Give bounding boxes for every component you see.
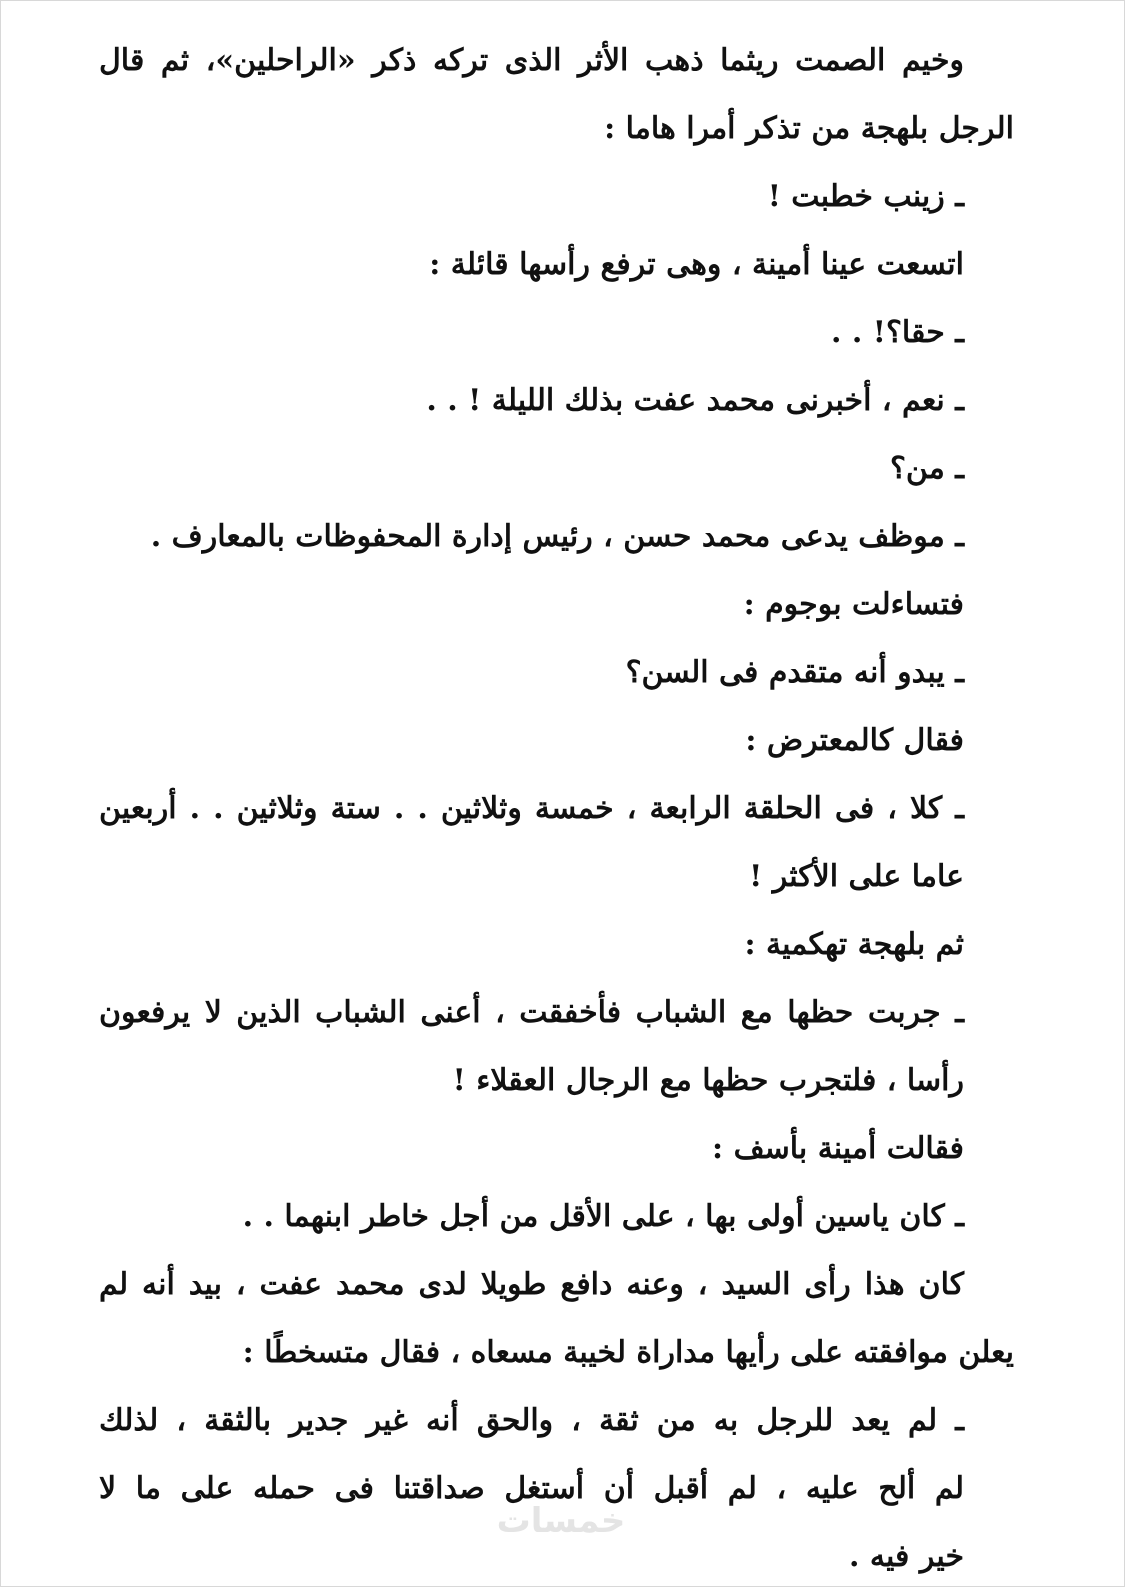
watermark: خمسات	[496, 1501, 626, 1541]
text-line: لم ألح عليه ، لم أقبل أن أستغل صداقتنا فى حمله على ما لا	[99, 1471, 964, 1506]
text-line: ـ لم يعد للرجل به من ثقة ، والحق أنه غير جدير بالثقة ، لذلك	[99, 1403, 964, 1438]
text-line: ـ يبدو أنه متقدم فى السن؟	[625, 655, 964, 690]
text-line: ـ حقا؟! . .	[831, 315, 964, 350]
text-line: ـ نعم ، أخبرنى محمد عفت بذلك الليلة ! . .	[426, 383, 964, 418]
text-line: اتسعت عينا أمينة ، وهى ترفع رأسها قائلة :	[429, 247, 964, 282]
page-text	[99, 27, 1014, 1591]
text-line: خير فيه .	[849, 1539, 964, 1574]
text-line: فقال كالمعترض :	[745, 723, 964, 758]
text-line: ـ جربت حظها مع الشباب فأخفقت ، أعنى الشباب الذين لا يرفعون	[99, 995, 964, 1030]
text-line: ـ كان ياسين أولى بها ، على الأقل من أجل خاطر ابنهما . .	[242, 1199, 964, 1234]
text-line: الرجل بلهجة من تذكر أمرا هاما :	[604, 111, 1014, 146]
text-line: ـ كلا ، فى الحلقة الرابعة ، خمسة وثلاثين . . ستة وثلاثين . . أربعين	[99, 791, 964, 826]
text-line: ثم بلهجة تهكمية :	[744, 927, 964, 962]
text-line: كان هذا رأى السيد ، وعنه دافع طويلا لدى محمد عفت ، بيد أنه لم	[99, 1267, 964, 1302]
text-line: فقالت أمينة بأسف :	[712, 1131, 964, 1166]
text-line: عاما على الأكثر !	[749, 859, 964, 894]
text-line: وخيم الصمت ريثما ذهب الأثر الذى تركه ذكر «الراحلين»، ثم قال	[99, 43, 964, 78]
text-line: رأسا ، فلتجرب حظها مع الرجال العقلاء !	[452, 1063, 964, 1098]
text-line: ـ زينب خطبت !	[767, 179, 964, 214]
text-line: فتساءلت بوجوم :	[743, 587, 964, 622]
text-line: يعلن موافقته على رأيها مداراة لخيبة مسعاه ، فقال متسخطًا :	[242, 1335, 1014, 1370]
text-line: ـ موظف يدعى محمد حسن ، رئيس إدارة المحفوظات بالمعارف .	[150, 519, 964, 554]
text-line: ـ من؟	[889, 451, 964, 486]
